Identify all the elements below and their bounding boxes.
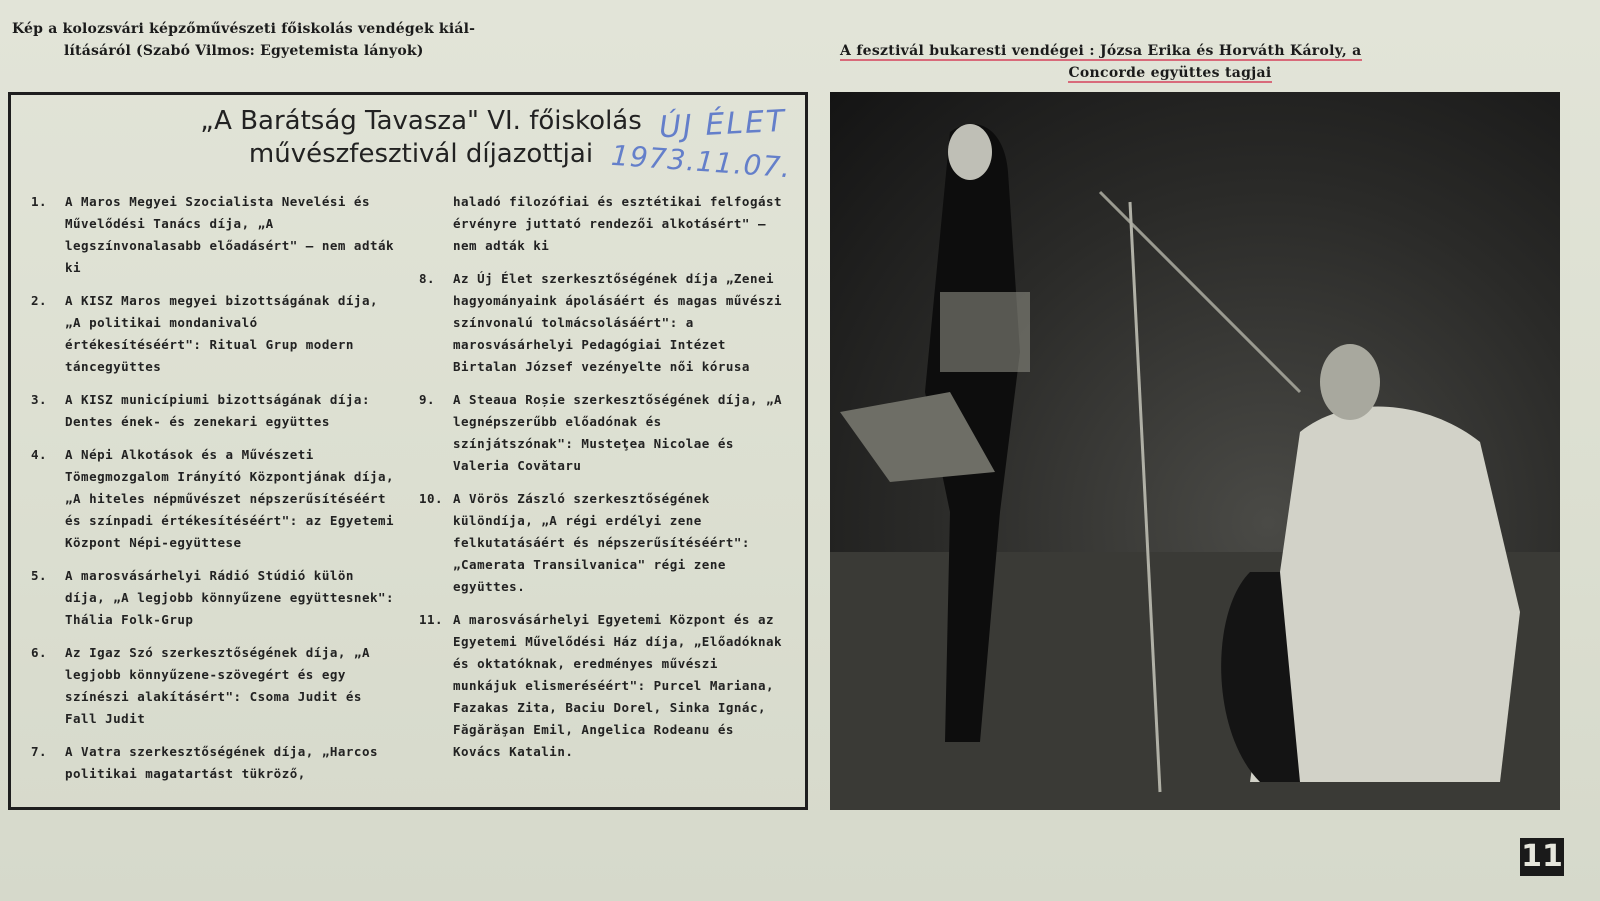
caption-left-line2: lításáról (Szabó Vilmos: Egyetemista lányok) <box>64 43 424 59</box>
award-text: A KISZ Maros megyei bizottságának díja, „A politikai mondanivaló értékesítéséért": Ritual Grup modern táncegyüttes <box>65 293 378 374</box>
award-text: Az Új Élet szerkesztőségének díja „Zenei hagyományaink ápolásáért és magas művészi színvonalú tolmácsolásáért": a marosvásárhelyi Pedagógiai Intézet Birtalan József vezényelte női kórusa <box>453 271 783 374</box>
singer-face <box>948 124 992 180</box>
caption-right-line2 <box>840 62 1560 84</box>
concert-photo <box>830 92 1560 810</box>
award-number: 8. <box>419 271 436 286</box>
award-continuation <box>419 191 789 257</box>
concert-photo-illustration <box>830 92 1560 810</box>
page-number: 11 <box>1521 839 1563 874</box>
award-item <box>31 642 401 730</box>
photo-caption-right <box>840 40 1560 84</box>
award-number: 4. <box>31 447 48 462</box>
award-item <box>419 268 789 378</box>
article-title <box>161 105 681 171</box>
award-article-box <box>8 92 808 810</box>
award-text: A Maros Megyei Szocialista Nevelési és Művelődési Tanács díja, „A legszínvonalasabb előadásért" — nem adták ki <box>65 194 395 275</box>
award-number: 3. <box>31 392 48 407</box>
cellist-head <box>1320 344 1380 420</box>
award-number: 11. <box>419 612 444 627</box>
award-item <box>419 488 789 598</box>
award-text: A marosvásárhelyi Rádió Stúdió külön díja, „A legjobb könnyűzene együttesnek": Thália Folk-Grup <box>65 568 395 627</box>
award-number: 10. <box>419 491 444 506</box>
caption-right-line2-text: Concorde együttes tagjai <box>1068 65 1272 81</box>
article-title-line2: művészfesztivál díjazottjai <box>248 139 594 169</box>
award-item <box>31 389 401 433</box>
award-number: 6. <box>31 645 48 660</box>
awards-column-right <box>419 191 789 774</box>
guitar-shape <box>940 292 1030 372</box>
award-item <box>31 741 401 785</box>
caption-left-line1: Kép a kolozsvári képzőművészeti főiskolás vendégek kiál- <box>12 21 476 37</box>
award-number: 2. <box>31 293 48 308</box>
award-text: A KISZ municípiumi bizottságának díja: Dentes ének- és zenekari együttes <box>65 392 370 429</box>
awards-column-left <box>31 191 401 796</box>
article-title-line1: „A Barátság Tavasza" VI. főiskolás <box>200 106 642 136</box>
award-item <box>31 444 401 554</box>
award-item <box>31 565 401 631</box>
photo-caption-left <box>12 18 612 62</box>
award-text: A marosvásárhelyi Egyetemi Központ és az Egyetemi Művelődési Ház díja, „Előadóknak és oktatóknak, eredményes művészi munkájuk elismeréséért": Purcel Mariana, Fazakas Zita, Baciu Dorel, Sinka Ignác, Făgărăşan Emil, Angelica Rodeanu és Kovács Katalin. <box>453 612 783 759</box>
award-number: 1. <box>31 194 48 209</box>
award-number: 7. <box>31 744 48 759</box>
award-item <box>31 191 401 279</box>
award-text: A Steaua Roșie szerkesztőségének díja, „A legnépszerűbb előadónak és színjátszónak": Musteţea Nicolae és Valeria Covătaru <box>453 392 783 473</box>
award-text: A Vörös Zászló szerkesztőségének különdíja, „A régi erdélyi zene felkutatásáért és népszerűsítéséért": „Camerata Transilvanica" régi zene együttes. <box>453 491 750 594</box>
award-item <box>419 389 789 477</box>
award-text: A Népi Alkotások és a Művészeti Tömegmozgalom Irányító Központjának díja, „A hiteles népművészet népszerűsítéséért és színpadi értékesítéséért": az Egyetemi Központ Népi-együttese <box>65 447 395 550</box>
award-text: haladó filozófiai és esztétikai felfogást érvényre juttató rendezői alkotásért" — nem adták ki <box>453 194 783 253</box>
caption-right-line1: A fesztivál bukaresti vendégei : Józsa Erika és Horváth Károly, a <box>840 43 1362 59</box>
award-number: 9. <box>419 392 436 407</box>
award-item <box>419 609 789 763</box>
award-text: A Vatra szerkesztőségének díja, „Harcos politikai magatartást tükröző, <box>65 744 378 781</box>
handwritten-stamp-name: ÚJ ÉLET <box>658 103 788 146</box>
handwritten-stamp-date: 1973.11.07. <box>610 138 793 185</box>
award-text: Az Igaz Szó szerkesztőségének díja, „A legjobb könnyűzene-szövegért és egy színészi alakításért": Csoma Judit és Fall Judit <box>65 645 370 726</box>
award-item <box>31 290 401 378</box>
award-number: 5. <box>31 568 48 583</box>
